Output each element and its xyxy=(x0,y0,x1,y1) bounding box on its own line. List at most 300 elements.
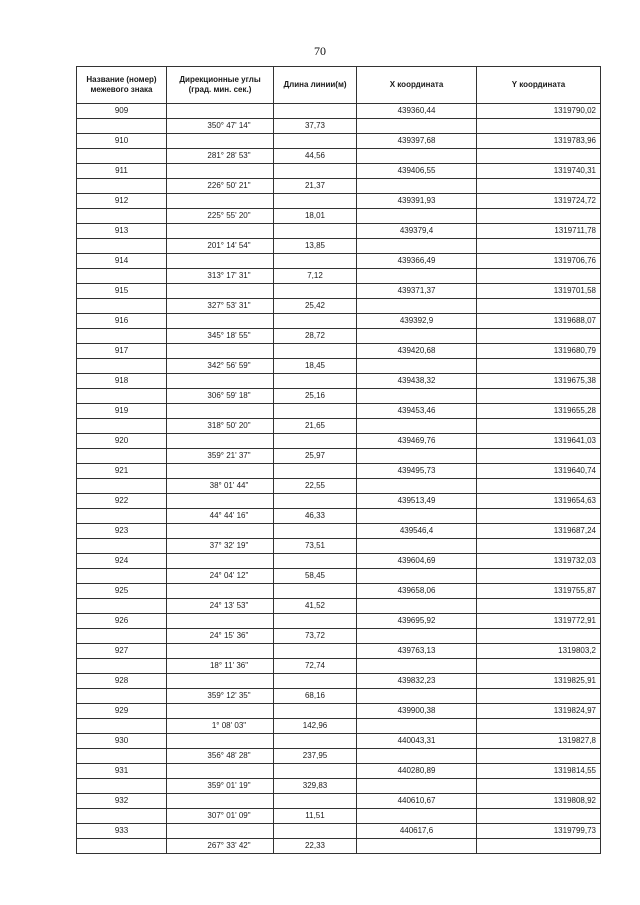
line-length: 68,16 xyxy=(274,689,357,704)
y-coordinate: 1319675,38 xyxy=(477,374,601,389)
y-coordinate: 1319724,72 xyxy=(477,194,601,209)
segment-row xyxy=(77,539,601,554)
line-length: 41,52 xyxy=(274,599,357,614)
empty-cell xyxy=(274,104,357,119)
segment-row xyxy=(77,839,601,854)
empty-cell xyxy=(274,704,357,719)
line-length: 73,51 xyxy=(274,539,357,554)
point-name: 924 xyxy=(77,554,167,569)
direction-angle: 267° 33' 42" xyxy=(167,839,274,854)
segment-row xyxy=(77,689,601,704)
x-coordinate: 439495,73 xyxy=(357,464,477,479)
line-length: 25,42 xyxy=(274,299,357,314)
y-coordinate: 1319688,07 xyxy=(477,314,601,329)
empty-cell xyxy=(274,824,357,839)
direction-angle: 201° 14' 54" xyxy=(167,239,274,254)
empty-cell xyxy=(357,779,477,794)
empty-cell xyxy=(167,644,274,659)
empty-cell xyxy=(77,449,167,464)
empty-cell xyxy=(357,839,477,854)
segment-row xyxy=(77,779,601,794)
line-length: 18,45 xyxy=(274,359,357,374)
direction-angle: 1° 08' 03" xyxy=(167,719,274,734)
page-number: 70 xyxy=(314,44,326,58)
empty-cell xyxy=(357,329,477,344)
empty-cell xyxy=(167,164,274,179)
x-coordinate: 440610,67 xyxy=(357,794,477,809)
header-y: Y координата xyxy=(477,67,601,104)
empty-cell xyxy=(477,509,601,524)
empty-cell xyxy=(274,404,357,419)
x-coordinate: 439604,69 xyxy=(357,554,477,569)
coordinates-table xyxy=(76,66,601,854)
y-coordinate: 1319772,91 xyxy=(477,614,601,629)
x-coordinate: 439379,4 xyxy=(357,224,477,239)
empty-cell xyxy=(167,344,274,359)
line-length: 72,74 xyxy=(274,659,357,674)
segment-row xyxy=(77,269,601,284)
direction-angle: 356° 48' 28" xyxy=(167,749,274,764)
empty-cell xyxy=(77,239,167,254)
point-row xyxy=(77,164,601,179)
empty-cell xyxy=(167,494,274,509)
segment-row xyxy=(77,419,601,434)
empty-cell xyxy=(274,164,357,179)
empty-cell xyxy=(357,149,477,164)
header-name: Название (номер) межевого знака xyxy=(77,67,167,104)
y-coordinate: 1319783,96 xyxy=(477,134,601,149)
empty-cell xyxy=(274,794,357,809)
empty-cell xyxy=(77,479,167,494)
direction-angle: 24° 15' 36" xyxy=(167,629,274,644)
line-length: 18,01 xyxy=(274,209,357,224)
empty-cell xyxy=(274,314,357,329)
empty-cell xyxy=(357,269,477,284)
empty-cell xyxy=(167,674,274,689)
empty-cell xyxy=(77,809,167,824)
point-name: 918 xyxy=(77,374,167,389)
line-length: 22,55 xyxy=(274,479,357,494)
empty-cell xyxy=(77,389,167,404)
point-name: 928 xyxy=(77,674,167,689)
empty-cell xyxy=(167,284,274,299)
empty-cell xyxy=(477,119,601,134)
point-name: 919 xyxy=(77,404,167,419)
empty-cell xyxy=(167,614,274,629)
empty-cell xyxy=(477,839,601,854)
x-coordinate: 440617,6 xyxy=(357,824,477,839)
line-length: 7,12 xyxy=(274,269,357,284)
point-row xyxy=(77,704,601,719)
empty-cell xyxy=(167,734,274,749)
point-row xyxy=(77,644,601,659)
x-coordinate: 439513,49 xyxy=(357,494,477,509)
empty-cell xyxy=(167,194,274,209)
empty-cell xyxy=(167,254,274,269)
direction-angle: 281° 28' 53" xyxy=(167,149,274,164)
segment-row xyxy=(77,179,601,194)
y-coordinate: 1319799,73 xyxy=(477,824,601,839)
y-coordinate: 1319640,74 xyxy=(477,464,601,479)
empty-cell xyxy=(167,374,274,389)
empty-cell xyxy=(357,449,477,464)
empty-cell xyxy=(167,584,274,599)
empty-cell xyxy=(357,719,477,734)
point-row xyxy=(77,374,601,389)
empty-cell xyxy=(167,434,274,449)
point-row xyxy=(77,494,601,509)
empty-cell xyxy=(167,224,274,239)
point-name: 923 xyxy=(77,524,167,539)
y-coordinate: 1319755,87 xyxy=(477,584,601,599)
table-header-row xyxy=(77,67,601,104)
x-coordinate: 439900,38 xyxy=(357,704,477,719)
direction-angle: 225° 55' 20" xyxy=(167,209,274,224)
segment-row xyxy=(77,659,601,674)
line-length: 44,56 xyxy=(274,149,357,164)
segment-row xyxy=(77,569,601,584)
x-coordinate: 439658,06 xyxy=(357,584,477,599)
y-coordinate: 1319654,63 xyxy=(477,494,601,509)
x-coordinate: 439371,37 xyxy=(357,284,477,299)
empty-cell xyxy=(77,149,167,164)
empty-cell xyxy=(167,524,274,539)
empty-cell xyxy=(77,839,167,854)
y-coordinate: 1319641,03 xyxy=(477,434,601,449)
empty-cell xyxy=(357,509,477,524)
empty-cell xyxy=(477,569,601,584)
empty-cell xyxy=(477,719,601,734)
y-coordinate: 1319740,31 xyxy=(477,164,601,179)
point-row xyxy=(77,344,601,359)
empty-cell xyxy=(357,419,477,434)
point-name: 932 xyxy=(77,794,167,809)
point-name: 933 xyxy=(77,824,167,839)
empty-cell xyxy=(77,269,167,284)
line-length: 25,97 xyxy=(274,449,357,464)
empty-cell xyxy=(274,194,357,209)
y-coordinate: 1319825,91 xyxy=(477,674,601,689)
segment-row xyxy=(77,299,601,314)
line-length: 21,37 xyxy=(274,179,357,194)
empty-cell xyxy=(477,449,601,464)
empty-cell xyxy=(357,359,477,374)
empty-cell xyxy=(357,809,477,824)
line-length: 237,95 xyxy=(274,749,357,764)
line-length: 25,16 xyxy=(274,389,357,404)
x-coordinate: 439695,92 xyxy=(357,614,477,629)
point-row xyxy=(77,794,601,809)
y-coordinate: 1319711,78 xyxy=(477,224,601,239)
empty-cell xyxy=(357,209,477,224)
line-length: 329,83 xyxy=(274,779,357,794)
segment-row xyxy=(77,479,601,494)
segment-row xyxy=(77,749,601,764)
empty-cell xyxy=(77,749,167,764)
header-length: Длина линии(м) xyxy=(274,67,357,104)
point-name: 909 xyxy=(77,104,167,119)
x-coordinate: 439469,76 xyxy=(357,434,477,449)
empty-cell xyxy=(167,554,274,569)
empty-cell xyxy=(274,374,357,389)
segment-row xyxy=(77,149,601,164)
empty-cell xyxy=(167,134,274,149)
line-length: 22,33 xyxy=(274,839,357,854)
point-row xyxy=(77,314,601,329)
direction-angle: 359° 01' 19" xyxy=(167,779,274,794)
empty-cell xyxy=(477,389,601,404)
empty-cell xyxy=(357,119,477,134)
direction-angle: 359° 21' 37" xyxy=(167,449,274,464)
empty-cell xyxy=(77,179,167,194)
segment-row xyxy=(77,809,601,824)
line-length: 11,51 xyxy=(274,809,357,824)
empty-cell xyxy=(477,539,601,554)
line-length: 37,73 xyxy=(274,119,357,134)
empty-cell xyxy=(274,554,357,569)
direction-angle: 38° 01' 44" xyxy=(167,479,274,494)
empty-cell xyxy=(477,179,601,194)
direction-angle: 345° 18' 55" xyxy=(167,329,274,344)
point-name: 911 xyxy=(77,164,167,179)
empty-cell xyxy=(77,299,167,314)
empty-cell xyxy=(274,134,357,149)
x-coordinate: 439832,23 xyxy=(357,674,477,689)
segment-row xyxy=(77,329,601,344)
x-coordinate: 439420,68 xyxy=(357,344,477,359)
empty-cell xyxy=(167,314,274,329)
point-row xyxy=(77,464,601,479)
segment-row xyxy=(77,239,601,254)
table-body xyxy=(77,104,601,854)
x-coordinate: 439453,46 xyxy=(357,404,477,419)
empty-cell xyxy=(477,209,601,224)
point-name: 913 xyxy=(77,224,167,239)
x-coordinate: 440280,89 xyxy=(357,764,477,779)
segment-row xyxy=(77,359,601,374)
y-coordinate: 1319706,76 xyxy=(477,254,601,269)
line-length: 13,85 xyxy=(274,239,357,254)
empty-cell xyxy=(274,764,357,779)
empty-cell xyxy=(77,119,167,134)
empty-cell xyxy=(167,464,274,479)
point-row xyxy=(77,734,601,749)
empty-cell xyxy=(274,434,357,449)
x-coordinate: 439366,49 xyxy=(357,254,477,269)
point-name: 916 xyxy=(77,314,167,329)
header-angle: Дирекционные углы (град. мин. сек.) xyxy=(167,67,274,104)
empty-cell xyxy=(274,464,357,479)
direction-angle: 359° 12' 35" xyxy=(167,689,274,704)
x-coordinate: 439360,44 xyxy=(357,104,477,119)
empty-cell xyxy=(167,104,274,119)
segment-row xyxy=(77,449,601,464)
point-name: 925 xyxy=(77,584,167,599)
point-row xyxy=(77,824,601,839)
line-length: 46,33 xyxy=(274,509,357,524)
x-coordinate: 439546,4 xyxy=(357,524,477,539)
direction-angle: 24° 13' 53" xyxy=(167,599,274,614)
empty-cell xyxy=(357,239,477,254)
empty-cell xyxy=(477,239,601,254)
y-coordinate: 1319680,79 xyxy=(477,344,601,359)
y-coordinate: 1319687,24 xyxy=(477,524,601,539)
empty-cell xyxy=(77,659,167,674)
direction-angle: 318° 50' 20" xyxy=(167,419,274,434)
empty-cell xyxy=(357,539,477,554)
point-name: 917 xyxy=(77,344,167,359)
y-coordinate: 1319655,28 xyxy=(477,404,601,419)
empty-cell xyxy=(477,359,601,374)
empty-cell xyxy=(274,524,357,539)
point-name: 930 xyxy=(77,734,167,749)
point-row xyxy=(77,134,601,149)
empty-cell xyxy=(357,389,477,404)
point-row xyxy=(77,254,601,269)
empty-cell xyxy=(77,599,167,614)
empty-cell xyxy=(357,599,477,614)
segment-row xyxy=(77,119,601,134)
segment-row xyxy=(77,509,601,524)
line-length: 58,45 xyxy=(274,569,357,584)
x-coordinate: 440043,31 xyxy=(357,734,477,749)
line-length: 73,72 xyxy=(274,629,357,644)
empty-cell xyxy=(357,659,477,674)
point-name: 931 xyxy=(77,764,167,779)
point-name: 914 xyxy=(77,254,167,269)
y-coordinate: 1319732,03 xyxy=(477,554,601,569)
y-coordinate: 1319827,8 xyxy=(477,734,601,749)
empty-cell xyxy=(167,824,274,839)
empty-cell xyxy=(477,689,601,704)
x-coordinate: 439391,93 xyxy=(357,194,477,209)
direction-angle: 18° 11' 36" xyxy=(167,659,274,674)
empty-cell xyxy=(477,749,601,764)
empty-cell xyxy=(477,629,601,644)
empty-cell xyxy=(77,419,167,434)
empty-cell xyxy=(477,299,601,314)
empty-cell xyxy=(274,224,357,239)
empty-cell xyxy=(357,749,477,764)
line-length: 142,96 xyxy=(274,719,357,734)
empty-cell xyxy=(77,539,167,554)
empty-cell xyxy=(357,299,477,314)
direction-angle: 24° 04' 12" xyxy=(167,569,274,584)
empty-cell xyxy=(77,779,167,794)
point-row xyxy=(77,284,601,299)
direction-angle: 37° 32' 19" xyxy=(167,539,274,554)
empty-cell xyxy=(274,344,357,359)
direction-angle: 226° 50' 21" xyxy=(167,179,274,194)
y-coordinate: 1319701,58 xyxy=(477,284,601,299)
empty-cell xyxy=(274,614,357,629)
point-row xyxy=(77,194,601,209)
empty-cell xyxy=(77,359,167,374)
empty-cell xyxy=(77,719,167,734)
direction-angle: 307° 01' 09" xyxy=(167,809,274,824)
empty-cell xyxy=(274,644,357,659)
empty-cell xyxy=(477,599,601,614)
empty-cell xyxy=(357,689,477,704)
point-name: 922 xyxy=(77,494,167,509)
direction-angle: 350° 47' 14" xyxy=(167,119,274,134)
empty-cell xyxy=(167,764,274,779)
direction-angle: 313° 17' 31" xyxy=(167,269,274,284)
segment-row xyxy=(77,209,601,224)
point-row xyxy=(77,674,601,689)
empty-cell xyxy=(477,329,601,344)
empty-cell xyxy=(167,704,274,719)
x-coordinate: 439397,68 xyxy=(357,134,477,149)
empty-cell xyxy=(477,419,601,434)
point-name: 926 xyxy=(77,614,167,629)
segment-row xyxy=(77,629,601,644)
y-coordinate: 1319808,92 xyxy=(477,794,601,809)
point-row xyxy=(77,524,601,539)
point-row xyxy=(77,104,601,119)
point-row xyxy=(77,764,601,779)
empty-cell xyxy=(477,479,601,494)
point-row xyxy=(77,434,601,449)
empty-cell xyxy=(274,494,357,509)
empty-cell xyxy=(357,479,477,494)
empty-cell xyxy=(77,629,167,644)
line-length: 21,65 xyxy=(274,419,357,434)
direction-angle: 342° 56' 59" xyxy=(167,359,274,374)
empty-cell xyxy=(167,794,274,809)
point-row xyxy=(77,584,601,599)
y-coordinate: 1319814,55 xyxy=(477,764,601,779)
segment-row xyxy=(77,719,601,734)
empty-cell xyxy=(357,179,477,194)
empty-cell xyxy=(274,284,357,299)
empty-cell xyxy=(477,269,601,284)
point-name: 920 xyxy=(77,434,167,449)
point-name: 910 xyxy=(77,134,167,149)
direction-angle: 327° 53' 31" xyxy=(167,299,274,314)
empty-cell xyxy=(274,674,357,689)
point-name: 912 xyxy=(77,194,167,209)
y-coordinate: 1319803,2 xyxy=(477,644,601,659)
x-coordinate: 439763,13 xyxy=(357,644,477,659)
empty-cell xyxy=(477,809,601,824)
point-row xyxy=(77,614,601,629)
empty-cell xyxy=(274,734,357,749)
empty-cell xyxy=(77,569,167,584)
empty-cell xyxy=(274,254,357,269)
y-coordinate: 1319824,97 xyxy=(477,704,601,719)
empty-cell xyxy=(77,329,167,344)
empty-cell xyxy=(357,629,477,644)
point-row xyxy=(77,404,601,419)
x-coordinate: 439392,9 xyxy=(357,314,477,329)
empty-cell xyxy=(477,149,601,164)
point-name: 927 xyxy=(77,644,167,659)
direction-angle: 306° 59' 18" xyxy=(167,389,274,404)
empty-cell xyxy=(77,689,167,704)
empty-cell xyxy=(77,509,167,524)
segment-row xyxy=(77,389,601,404)
y-coordinate: 1319790,02 xyxy=(477,104,601,119)
empty-cell xyxy=(477,779,601,794)
empty-cell xyxy=(274,584,357,599)
point-name: 929 xyxy=(77,704,167,719)
line-length: 28,72 xyxy=(274,329,357,344)
point-name: 921 xyxy=(77,464,167,479)
direction-angle: 44° 44' 16" xyxy=(167,509,274,524)
header-x: X координата xyxy=(357,67,477,104)
empty-cell xyxy=(77,209,167,224)
